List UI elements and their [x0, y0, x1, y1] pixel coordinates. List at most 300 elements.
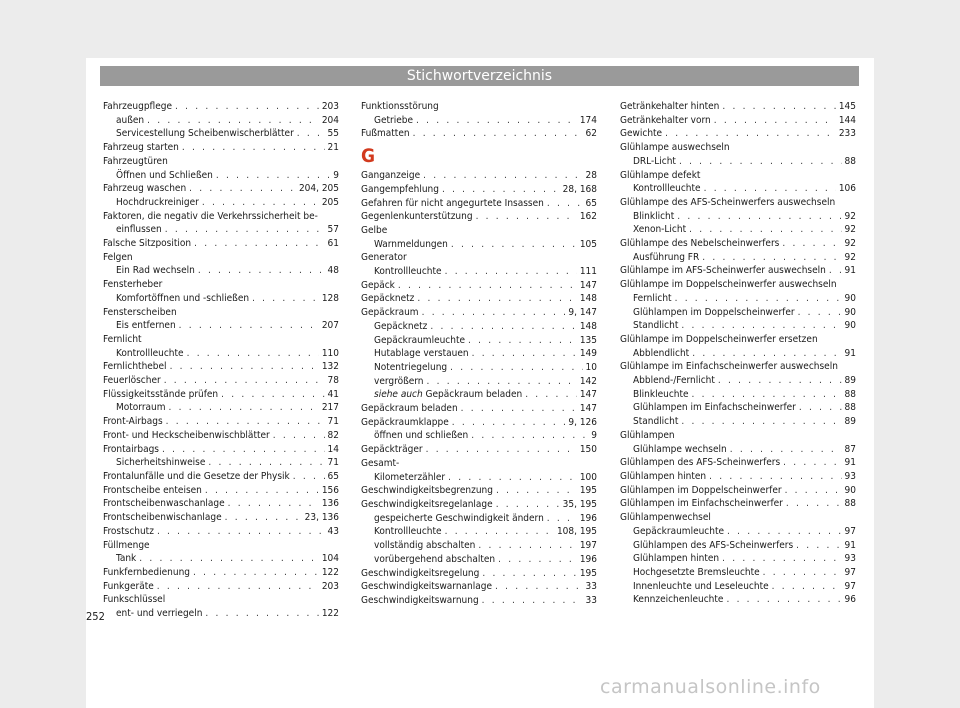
page-reference: 78 — [327, 375, 339, 387]
page-reference: 93 — [844, 553, 856, 565]
dot-leader — [416, 114, 577, 128]
index-term: Ganganzeige — [361, 170, 421, 182]
index-entry — [361, 498, 597, 512]
dot-leader — [478, 539, 576, 553]
index-entry — [620, 182, 856, 196]
index-term: Hutablage verstauen — [374, 348, 469, 360]
index-term: Frostschutz — [103, 525, 154, 537]
dot-leader — [451, 238, 577, 252]
dot-leader — [704, 182, 836, 196]
index-term: Glühlampe im AFS-Scheinwerfer auswechseln — [620, 265, 826, 277]
page-reference: 147 — [579, 279, 597, 291]
page-reference: 82 — [327, 429, 339, 441]
page-reference: 9, 147 — [568, 307, 597, 319]
page-reference: 9 — [591, 430, 597, 442]
index-entry — [620, 264, 856, 278]
page-reference: 33 — [585, 594, 597, 606]
dot-leader — [798, 306, 842, 320]
index-entry — [361, 197, 597, 211]
index-entry — [361, 210, 597, 224]
page-reference: 90 — [844, 306, 856, 318]
index-entry — [103, 196, 339, 210]
index-entry — [361, 539, 597, 553]
index-entry — [620, 470, 856, 484]
index-entry — [361, 388, 597, 402]
dot-leader — [423, 169, 582, 183]
dot-leader — [681, 415, 841, 429]
index-entry — [103, 607, 339, 621]
page-reference: 91 — [844, 265, 856, 277]
dot-leader — [273, 429, 325, 443]
index-heading: Felgen — [103, 251, 133, 263]
page-reference: 9 — [333, 169, 339, 181]
index-heading: Glühlampe im Einfachscheinwerfer auswechseln — [620, 361, 838, 373]
index-term: Frontalunfälle und die Gesetze der Physik — [103, 470, 290, 482]
page-reference: 144 — [838, 114, 856, 126]
dot-leader — [692, 347, 841, 361]
index-term: vollständig abschalten — [374, 540, 476, 552]
index-column-3 — [620, 100, 856, 607]
index-term: ent- und verriegeln — [116, 608, 203, 620]
index-entry — [361, 429, 597, 443]
index-entry — [361, 114, 597, 128]
dot-leader — [442, 183, 560, 197]
page-reference: 203 — [321, 101, 339, 112]
index-entry — [103, 292, 339, 306]
index-term: Blinklicht — [633, 210, 675, 222]
index-term: Gefahren für nicht angegurtete Insassen — [361, 197, 544, 209]
index-entry — [103, 100, 339, 114]
page-reference: 21 — [327, 142, 339, 154]
index-entry — [620, 566, 856, 580]
index-term: Kilometerzähler — [374, 471, 446, 483]
index-term: Fernlichthebel — [103, 361, 167, 373]
page-reference: 91 — [844, 539, 856, 551]
page-reference: 108, 195 — [556, 526, 597, 538]
dot-leader — [726, 593, 841, 607]
index-term: Getriebe — [374, 114, 414, 126]
index-entry — [103, 141, 339, 155]
page-reference: 105 — [579, 238, 597, 250]
index-term: Geschwindigkeitsbegrenzung — [361, 485, 493, 497]
index-entry — [361, 279, 597, 293]
index-term: Glühlampen im Einfachscheinwerfer — [633, 402, 796, 414]
index-entry — [103, 264, 339, 278]
index-entry — [620, 415, 856, 429]
index-term: Gangempfehlung — [361, 183, 439, 195]
index-entry — [620, 484, 856, 498]
index-heading: Generator — [361, 252, 407, 264]
dot-leader — [430, 320, 576, 334]
dot-leader — [225, 511, 302, 525]
dot-leader — [772, 580, 842, 594]
dot-leader — [252, 292, 319, 306]
dot-leader — [189, 182, 296, 196]
index-entry — [361, 580, 597, 594]
index-entry — [620, 347, 856, 361]
page-reference: 204, 205 — [298, 183, 339, 195]
index-term: Gegenlenkunterstützung — [361, 211, 473, 223]
index-entry — [620, 525, 856, 539]
index-term: Gepäcknetz — [374, 320, 428, 332]
index-term: DRL-Licht — [633, 155, 676, 167]
index-term: Falsche Sitzposition — [103, 238, 192, 250]
dot-leader — [681, 319, 841, 333]
page-reference: 203 — [321, 580, 339, 592]
index-entry — [103, 169, 339, 183]
dot-leader — [718, 374, 842, 388]
index-entry — [103, 374, 339, 388]
index-entry — [103, 319, 339, 333]
page-reference: 156 — [321, 484, 339, 496]
index-term: Servicestellung Scheibenwischerblätter — [116, 128, 294, 140]
index-heading: Fensterscheiben — [103, 306, 177, 318]
page-reference: 136 — [321, 498, 339, 510]
index-term: Flüssigkeitsstände prüfen — [103, 388, 219, 400]
index-term: Kontrollleuchte — [374, 266, 442, 278]
index-term: Frontscheibenwischanlage — [103, 512, 222, 524]
page-reference: 48 — [327, 265, 339, 277]
page-reference: 145 — [838, 101, 856, 112]
index-heading: Gelbe — [361, 224, 388, 236]
index-entry — [103, 497, 339, 511]
index-entry — [361, 471, 597, 485]
index-term: Funkfernbedienung — [103, 566, 190, 578]
dot-leader — [468, 334, 577, 348]
index-entry — [361, 567, 597, 581]
section-letter: G — [361, 145, 376, 168]
page-reference: 65 — [585, 197, 597, 209]
index-entry — [103, 470, 339, 484]
index-entry — [620, 552, 856, 566]
page-reference: 89 — [844, 375, 856, 387]
dot-leader — [679, 155, 842, 169]
index-heading: Glühlampenwechsel — [620, 512, 711, 524]
dot-leader — [157, 580, 319, 594]
index-entry — [620, 237, 856, 251]
index-heading: Glühlampe im Doppelscheinwerfer auswechseln — [620, 279, 837, 291]
index-term: öffnen und schließen — [374, 430, 469, 442]
index-term: Glühlampen hinten — [620, 470, 707, 482]
page-reference: 205 — [321, 196, 339, 208]
index-term: Kontrollleuchte — [633, 183, 701, 195]
dot-leader — [175, 100, 319, 114]
index-entry — [361, 334, 597, 348]
page-reference: 149 — [579, 348, 597, 360]
dot-leader — [164, 374, 325, 388]
index-entry — [361, 512, 597, 526]
index-term: Kontrollleuchte — [116, 347, 184, 359]
index-entry — [620, 374, 856, 388]
index-entry — [620, 100, 856, 114]
index-term: Eis entfernen — [116, 320, 176, 332]
index-term: Geschwindigkeitsregelung — [361, 567, 480, 579]
page-reference: 195 — [579, 567, 597, 579]
index-term: Frontscheibenwaschanlage — [103, 498, 225, 510]
index-term: Geschwindigkeitsregelanlage — [361, 498, 493, 510]
page-reference: 57 — [327, 224, 339, 236]
see-also-label: siehe auch — [374, 389, 423, 401]
index-entry — [620, 114, 856, 128]
dot-leader — [228, 497, 319, 511]
index-term: Motorraum — [116, 402, 166, 414]
index-term: Notentriegelung — [374, 361, 448, 373]
page-reference: 195 — [579, 485, 597, 497]
page-reference: 204 — [321, 114, 339, 126]
dot-leader — [675, 292, 842, 306]
page-reference: 71 — [327, 416, 339, 428]
index-entry — [103, 237, 339, 251]
dot-leader — [293, 470, 325, 484]
dot-leader — [547, 512, 577, 526]
page-reference: 92 — [844, 251, 856, 263]
page-reference: 62 — [585, 128, 597, 140]
index-entry — [103, 360, 339, 374]
index-entry — [361, 238, 597, 252]
page-reference: 135 — [579, 334, 597, 346]
index-entry — [361, 361, 597, 375]
index-term: Kontrollleuchte — [374, 526, 442, 538]
page-reference: 89 — [844, 416, 856, 428]
index-term: Geschwindigkeitswarnung — [361, 594, 479, 606]
index-entry — [361, 183, 597, 197]
page-reference: 106 — [838, 183, 856, 195]
dot-leader — [482, 594, 583, 608]
dot-leader — [445, 525, 554, 539]
index-term: Gepäckträger — [361, 444, 423, 456]
page-reference: 92 — [844, 238, 856, 250]
dot-leader — [796, 539, 841, 553]
index-entry — [103, 347, 339, 361]
index-entry — [620, 306, 856, 320]
dot-leader — [193, 566, 319, 580]
index-term: Abblendlicht — [633, 347, 690, 359]
index-entry — [361, 416, 597, 430]
index-entry — [361, 169, 597, 183]
index-entry — [361, 306, 597, 320]
dot-leader — [785, 484, 842, 498]
dot-leader — [547, 197, 583, 211]
index-heading: Glühlampe im Doppelscheinwerfer ersetzen — [620, 333, 818, 345]
index-term: Tank — [116, 553, 137, 565]
index-term: Glühlampen im Doppelscheinwerfer — [620, 484, 782, 496]
index-entry — [103, 114, 339, 128]
index-term: Innenleuchte und Leseleuchte — [633, 580, 769, 592]
index-term: Gepäckraum — [361, 307, 419, 319]
index-term: Glühlampen des AFS-Scheinwerfers — [633, 539, 794, 551]
index-term: Front-Airbags — [103, 416, 163, 428]
dot-leader — [139, 552, 319, 566]
page-reference: 10 — [585, 361, 597, 373]
page-reference: 55 — [327, 128, 339, 140]
page-reference: 162 — [579, 211, 597, 223]
dot-leader — [445, 265, 577, 279]
dot-leader — [722, 552, 841, 566]
index-term: Gepäckraum beladen — [361, 403, 458, 415]
page-reference: 96 — [844, 594, 856, 606]
dot-leader — [297, 127, 325, 141]
dot-leader — [482, 567, 577, 581]
index-entry — [103, 456, 339, 470]
index-term: gespeicherte Geschwindigkeit ändern — [374, 512, 544, 524]
index-term: Front- und Heckscheibenwischblätter — [103, 429, 270, 441]
index-term: vorübergehend abschalten — [374, 553, 496, 565]
index-heading: Glühlampen — [620, 429, 675, 441]
dot-leader — [198, 264, 325, 278]
page-reference: 90 — [844, 320, 856, 332]
dot-leader — [525, 388, 577, 402]
page-reference: 87 — [844, 443, 856, 455]
index-term: Glühlampen des AFS-Scheinwerfers — [620, 457, 781, 469]
dot-leader — [829, 264, 842, 278]
page-number: 252 — [86, 610, 105, 623]
index-entry — [103, 429, 339, 443]
dot-leader — [398, 279, 577, 293]
index-entry — [361, 127, 597, 141]
index-entry — [620, 580, 856, 594]
index-entry — [103, 580, 339, 594]
dot-leader — [162, 443, 325, 457]
index-entry — [620, 539, 856, 553]
dot-leader — [147, 114, 319, 128]
page-reference: 41 — [327, 388, 339, 400]
page-reference: 97 — [844, 525, 856, 537]
dot-leader — [452, 416, 566, 430]
dot-leader — [422, 306, 566, 320]
page-header: Stichwortverzeichnis — [100, 66, 859, 86]
index-heading: Faktoren, die negativ die Verkehrssicherheit be- — [103, 210, 318, 222]
dot-leader — [763, 566, 842, 580]
index-entry — [103, 415, 339, 429]
dot-leader — [692, 388, 842, 402]
page-reference: 65 — [327, 470, 339, 482]
index-entry — [103, 511, 339, 525]
dot-leader — [194, 237, 324, 251]
index-term: Glühlampen im Doppelscheinwerfer — [633, 306, 795, 318]
page-reference: 91 — [844, 347, 856, 359]
index-entry — [103, 552, 339, 566]
dot-leader — [782, 237, 841, 251]
index-term: Standlicht — [633, 416, 679, 428]
index-term: Sicherheitshinweise — [116, 457, 206, 469]
index-term: vergrößern — [374, 375, 424, 387]
page-reference: 92 — [844, 224, 856, 236]
dot-leader — [727, 525, 842, 539]
index-entry — [361, 594, 597, 608]
page-reference: 111 — [579, 266, 597, 278]
page-reference: 9, 126 — [568, 416, 597, 428]
index-term: Glühlampe wechseln — [633, 443, 727, 455]
index-term: Gewichte — [620, 128, 663, 140]
page-reference: 88 — [844, 388, 856, 400]
index-entry — [620, 593, 856, 607]
page-reference: 196 — [579, 512, 597, 524]
index-heading: Gesamt- — [361, 457, 400, 469]
page-reference: 43 — [327, 525, 339, 537]
dot-leader — [426, 443, 577, 457]
index-term: Fußmatten — [361, 128, 410, 140]
page-reference: 128 — [321, 292, 339, 304]
index-entry — [103, 401, 339, 415]
index-entry — [103, 127, 339, 141]
index-term: Abblend-/Fernlicht — [633, 375, 715, 387]
dot-leader — [677, 210, 841, 224]
page-reference: 148 — [579, 293, 597, 305]
page-reference: 150 — [579, 444, 597, 456]
dot-leader — [221, 388, 324, 402]
index-term: Feuerlöscher — [103, 375, 161, 387]
dot-leader — [665, 127, 836, 141]
index-term: Ausführung FR — [633, 251, 700, 263]
index-term: Komfortöffnen und -schließen — [116, 292, 250, 304]
index-entry — [103, 484, 339, 498]
index-term: Hochgesetzte Bremsleuchte — [633, 566, 760, 578]
dot-leader — [205, 484, 319, 498]
dot-leader — [786, 497, 842, 511]
page-reference: 28 — [585, 170, 597, 182]
index-heading: Fahrzeugtüren — [103, 155, 168, 167]
page-reference: 148 — [579, 320, 597, 332]
dot-leader — [182, 141, 325, 155]
index-entry — [620, 223, 856, 237]
index-term: Fahrzeug starten — [103, 142, 179, 154]
page-reference: 91 — [844, 457, 856, 469]
index-entry — [620, 388, 856, 402]
index-entry — [620, 127, 856, 141]
dot-leader — [179, 319, 319, 333]
dot-leader — [166, 415, 325, 429]
page-reference: 90 — [844, 292, 856, 304]
dot-leader — [170, 360, 319, 374]
index-term: Gepäckraumklappe — [361, 416, 449, 428]
page-reference: 88 — [844, 155, 856, 167]
index-term: Geschwindigkeitswarnanlage — [361, 581, 493, 593]
index-term: Standlicht — [633, 320, 679, 332]
index-column-2 — [361, 100, 597, 608]
dot-leader — [496, 498, 560, 512]
index-term — [374, 388, 522, 402]
index-term: Glühlampen hinten — [633, 553, 720, 565]
dot-leader — [165, 223, 325, 237]
dot-leader — [709, 470, 841, 484]
index-term: Funkgeräte — [103, 580, 154, 592]
dot-leader — [208, 456, 324, 470]
page-reference: 33 — [585, 581, 597, 593]
page-reference: 61 — [327, 238, 339, 250]
dot-leader — [216, 169, 330, 183]
dot-leader — [496, 484, 577, 498]
index-term: Glühlampen im Einfachscheinwerfer — [620, 498, 783, 510]
index-entry — [620, 401, 856, 415]
page-reference: 97 — [844, 580, 856, 592]
dot-leader — [799, 401, 842, 415]
page-reference: 122 — [321, 608, 339, 620]
dot-leader — [498, 553, 577, 567]
index-term: Gepäck — [361, 279, 395, 291]
index-term: Fahrzeugpflege — [103, 101, 173, 112]
page-reference: 197 — [579, 540, 597, 552]
index-entry — [103, 388, 339, 402]
dot-leader — [476, 210, 577, 224]
dot-leader — [783, 456, 841, 470]
index-term: Frontairbags — [103, 443, 159, 455]
index-entry — [361, 525, 597, 539]
index-entry — [103, 443, 339, 457]
index-term: Frontscheibe enteisen — [103, 484, 202, 496]
index-term: Xenon-Licht — [633, 224, 687, 236]
page-reference: 174 — [579, 114, 597, 126]
index-entry — [361, 553, 597, 567]
